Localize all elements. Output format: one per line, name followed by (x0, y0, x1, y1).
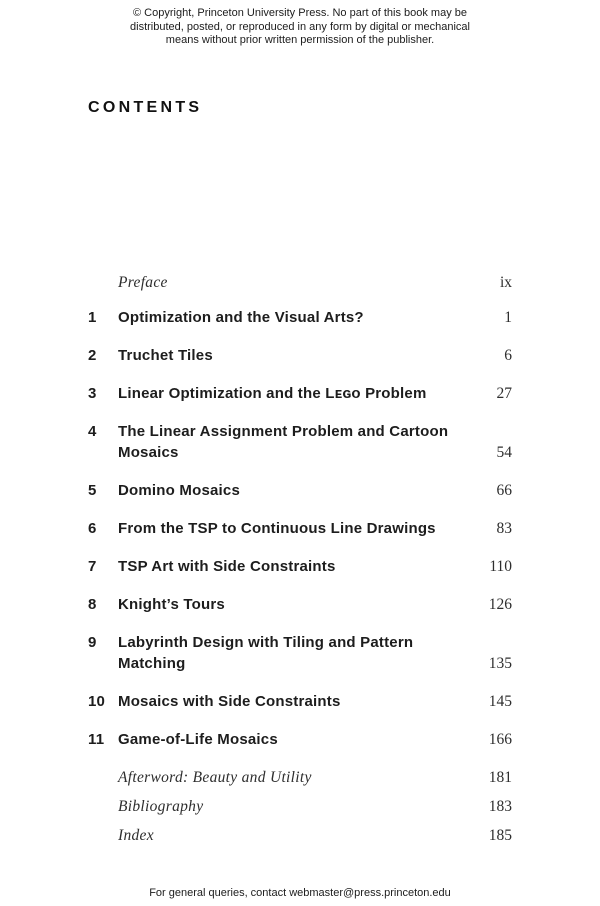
chapter-title: Afterword: Beauty and Utility (118, 768, 312, 786)
chapter-number: 8 (88, 595, 97, 613)
page-number: 135 (488, 654, 512, 672)
copyright-line: © Copyright, Princeton University Press. No part of this book may be (133, 7, 467, 19)
chapter-number: 2 (88, 346, 97, 364)
chapter-title: Linear Optimization and the Lᴇɢᴏ Problem (118, 384, 427, 402)
page-number: 126 (488, 595, 512, 613)
toc-entry-afterword (88, 767, 512, 788)
chapter-number: 4 (88, 422, 97, 440)
toc-entry-chapter-8 (88, 594, 512, 615)
toc-entry-index (88, 825, 512, 846)
toc-entry-chapter-1 (88, 307, 512, 328)
page-number: ix (499, 273, 512, 291)
chapter-title: Optimization and the Visual Arts? (118, 308, 364, 326)
page-number: 110 (489, 557, 512, 575)
toc-entry-chapter-5 (88, 480, 512, 501)
chapter-title: Knight’s Tours (118, 595, 225, 613)
toc-entry-chapter-11 (88, 729, 512, 750)
chapter-number: 7 (88, 557, 97, 575)
page-number: 66 (496, 481, 512, 499)
toc-list (88, 272, 512, 846)
chapter-number: 6 (88, 519, 97, 537)
chapter-title: TSP Art with Side Constraints (118, 557, 336, 575)
copyright-notice (0, 0, 600, 48)
chapter-title: Preface (118, 273, 168, 291)
page-number: 183 (488, 797, 512, 815)
page-number: 166 (488, 730, 512, 748)
toc-entry-chapter-9 (88, 632, 512, 674)
toc-entry-chapter-4 (88, 421, 512, 463)
toc-entry-chapter-6 (88, 518, 512, 539)
page-number: 83 (496, 519, 512, 537)
toc-entry-bibliography (88, 796, 512, 817)
page-number: 145 (488, 692, 512, 710)
chapter-title: Labyrinth Design with Tiling and Pattern Matching (118, 633, 414, 672)
chapter-title: From the TSP to Continuous Line Drawings (118, 519, 436, 537)
chapter-number: 5 (88, 481, 97, 499)
page-number: 1 (504, 308, 512, 326)
footer-query-note: For general queries, contact webmaster@press.princeton.edu (149, 887, 451, 899)
toc-entry-chapter-3 (88, 383, 512, 404)
chapter-number: 3 (88, 384, 97, 402)
page-number: 27 (496, 384, 512, 402)
toc-entry-preface (88, 272, 512, 293)
copyright-line: distributed, posted, or reproduced in any form by digital or mechanical (130, 20, 470, 33)
page-number: 181 (488, 768, 512, 786)
chapter-title: Game-of-Life Mosaics (118, 730, 278, 748)
chapter-title: Mosaics with Side Constraints (118, 692, 341, 710)
chapter-title: Domino Mosaics (118, 481, 240, 499)
chapter-number: 9 (88, 633, 97, 651)
page-number: 54 (496, 443, 512, 461)
page-number: 6 (504, 346, 512, 364)
page-number: 185 (488, 826, 512, 844)
toc-entry-chapter-7 (88, 556, 512, 577)
chapter-number: 10 (88, 692, 106, 710)
chapter-number: 11 (88, 730, 105, 748)
page-title: CONTENTS (88, 98, 203, 116)
copyright-line: means without prior written permission of the publisher. (165, 34, 435, 46)
chapter-title: Truchet Tiles (118, 346, 213, 364)
chapter-title: Index (118, 826, 154, 844)
chapter-title: The Linear Assignment Problem and Cartoon Mosaics (118, 422, 449, 461)
toc-entry-chapter-2 (88, 345, 512, 366)
toc-entry-chapter-10 (88, 691, 512, 712)
chapter-number: 1 (88, 308, 97, 326)
chapter-title: Bibliography (118, 797, 204, 815)
